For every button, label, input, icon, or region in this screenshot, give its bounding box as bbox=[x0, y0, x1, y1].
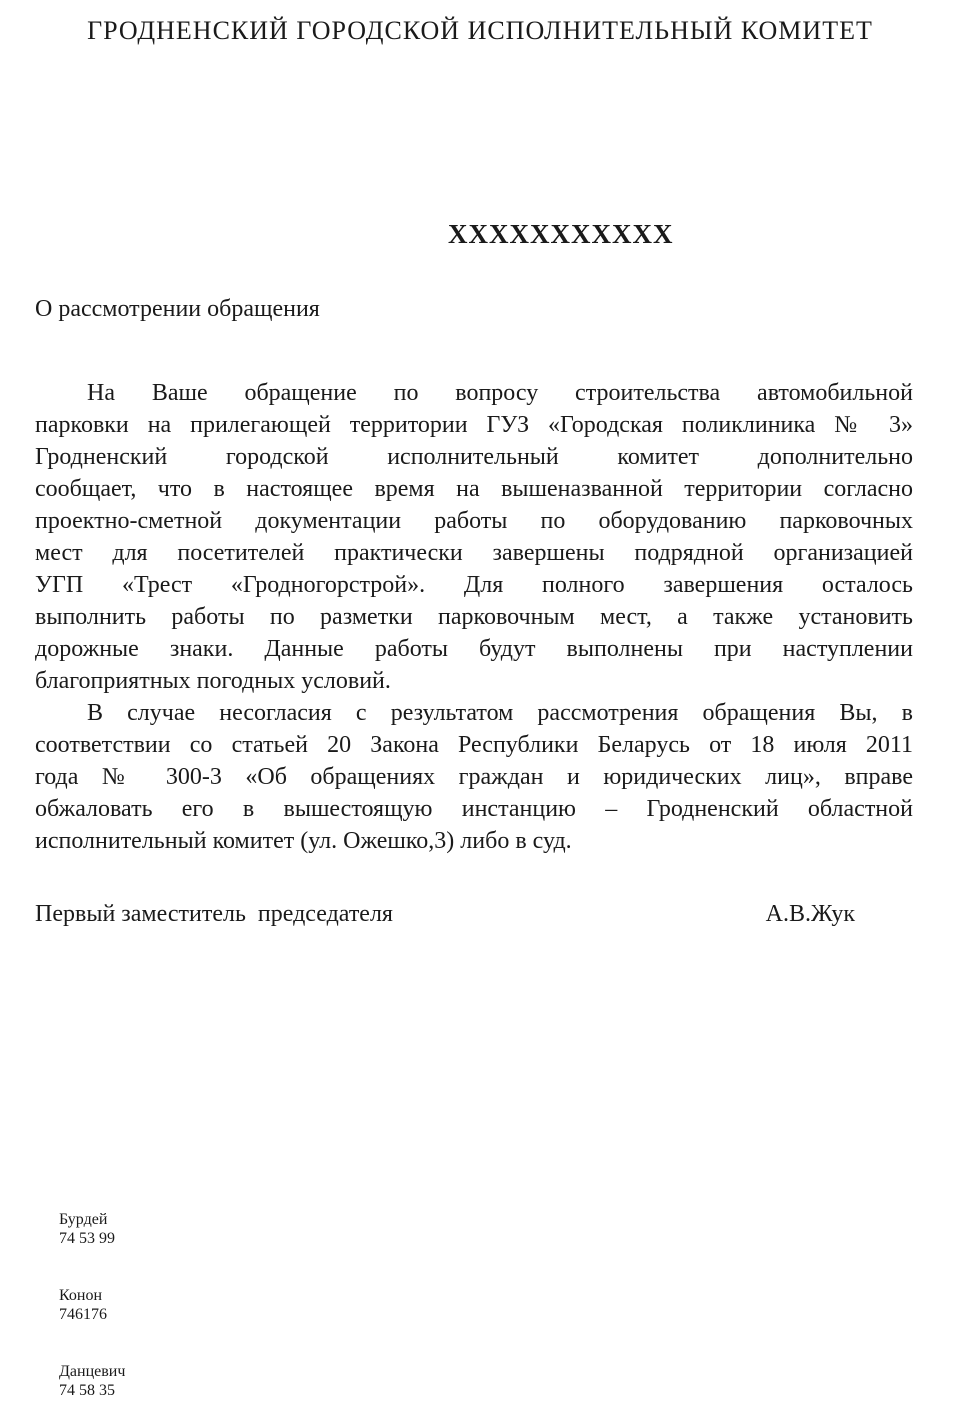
contact-footer bbox=[35, 1191, 137, 1419]
contact-phone: 746176 bbox=[59, 1306, 107, 1323]
body-line: Гродненский городской исполнительный комитет дополнительно bbox=[35, 444, 913, 470]
body-line: благоприятных погодных условий. bbox=[35, 668, 391, 694]
body-line: соответствии со статьей 20 Закона Республики Беларусь от 18 июля 2011 bbox=[35, 732, 913, 758]
body-line: сообщает, что в настоящее время на вышеназванной территории согласно bbox=[35, 476, 913, 502]
contact-phone: 74 58 35 bbox=[59, 1382, 115, 1399]
contact-row bbox=[35, 1343, 137, 1419]
contact-name: Конон bbox=[59, 1287, 102, 1304]
redacted-recipient: ХХХХХХХХХХХ bbox=[448, 219, 674, 249]
body-line: парковки на прилегающей территории ГУЗ «Городская поликлиника № 3» bbox=[35, 412, 913, 438]
body-line: мест для посетителей практически завершены подрядной организацией bbox=[35, 540, 913, 566]
signature-name: А.В.Жук bbox=[765, 901, 855, 927]
signature-row bbox=[35, 901, 913, 928]
contact-row bbox=[35, 1267, 137, 1343]
organization-header: ГРОДНЕНСКИЙ ГОРОДСКОЙ ИСПОЛНИТЕЛЬНЫЙ КОМИТЕТ bbox=[87, 16, 873, 45]
body-line: выполнить работы по разметки парковочным мест, а также установить bbox=[35, 604, 913, 630]
body-line: года № 300-3 «Об обращениях граждан и юридических лиц», вправе bbox=[35, 764, 913, 790]
contact-name: Бурдей bbox=[59, 1211, 108, 1228]
subject-line: О рассмотрении обращения bbox=[35, 296, 320, 322]
body-line: обжаловать его в вышестоящую инстанцию – Гродненский областной bbox=[35, 796, 913, 822]
contact-row bbox=[35, 1191, 137, 1267]
paragraph-1 bbox=[35, 377, 913, 697]
body-line: В случае несогласия с результатом рассмотрения обращения Вы, в bbox=[87, 700, 913, 726]
body-line: проектно-сметной документации работы по оборудованию парковочных bbox=[35, 508, 913, 534]
contact-phone: 74 53 99 bbox=[59, 1230, 115, 1247]
contact-name: Данцевич bbox=[59, 1363, 126, 1380]
body-line: УГП «Трест «Гродногорстрой». Для полного завершения осталось bbox=[35, 572, 913, 598]
signature-position: Первый заместитель председателя bbox=[35, 901, 393, 927]
document-body bbox=[35, 377, 913, 857]
body-line: исполнительный комитет (ул. Ожешко,3) либо в суд. bbox=[35, 828, 572, 854]
paragraph-2 bbox=[35, 697, 913, 857]
body-line: дорожные знаки. Данные работы будут выполнены при наступлении bbox=[35, 636, 913, 662]
body-line: На Ваше обращение по вопросу строительства автомобильной bbox=[87, 380, 913, 406]
